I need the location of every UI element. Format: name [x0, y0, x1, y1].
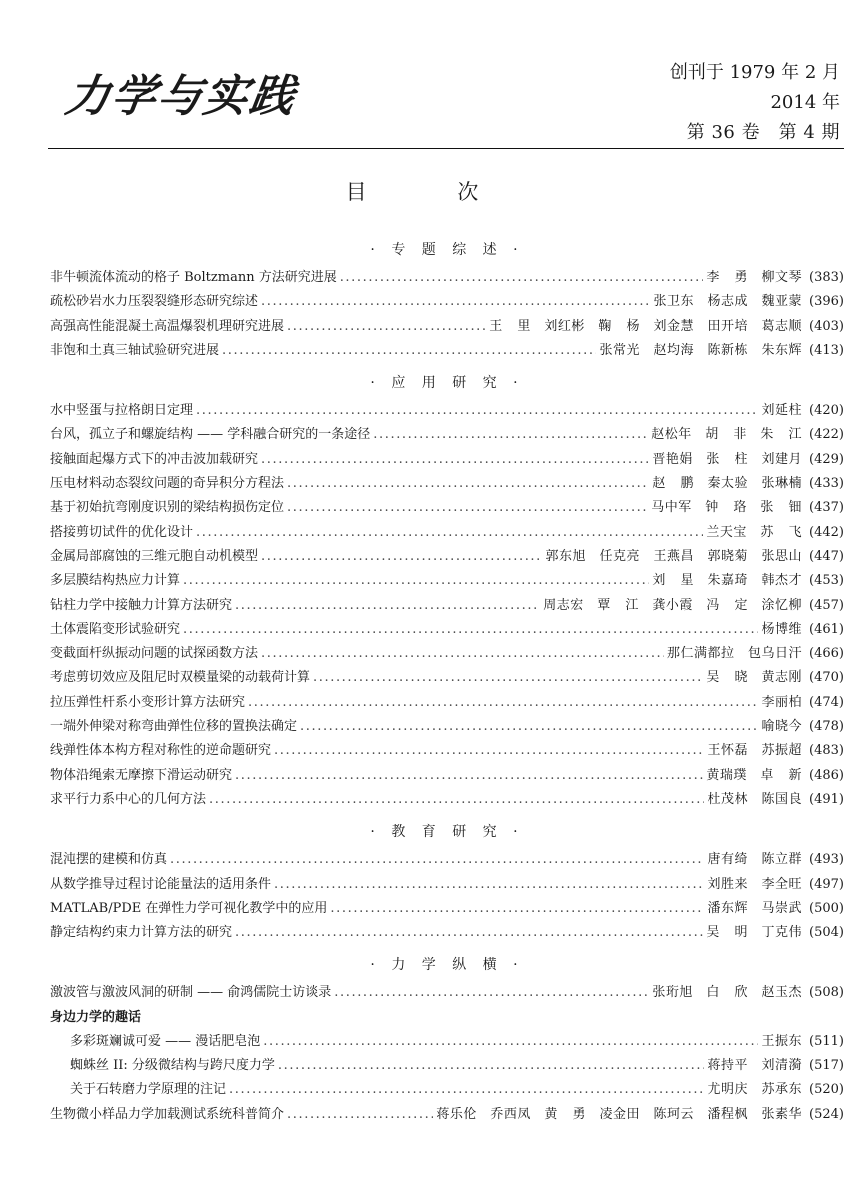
dot-leader [261, 448, 649, 472]
entry-authors: 张卫东 杨志成 魏亚蒙 [653, 294, 802, 310]
dot-leader [287, 472, 649, 496]
entry-page: (483) [809, 743, 844, 759]
section-heading: · 专 题 综 述 · [370, 242, 524, 258]
entry-page: (466) [809, 646, 844, 662]
dot-leader [261, 642, 664, 666]
dot-leader [300, 715, 758, 739]
entry-authors: 潘东辉 马崇武 [707, 900, 802, 916]
dot-leader [287, 1103, 433, 1127]
entry-title: 接触面起爆方式下的冲击波加载研究 [50, 451, 259, 467]
entry-title: 高强高性能混凝土高温爆裂机理研究进展 [50, 318, 285, 334]
toc-entry[interactable] [50, 423, 844, 447]
entry-title: 从数学推导过程讨论能量法的适用条件 [50, 876, 272, 892]
toc-entry[interactable] [50, 266, 844, 290]
entry-authors: 王振东 [761, 1033, 802, 1049]
toc-entry[interactable] [50, 472, 844, 496]
entry-authors: 郭东旭 任克亮 王燕昌 郭晓菊 张思山 [545, 548, 802, 564]
founded-date: 创刊于 1979 年 2 月 [669, 62, 840, 83]
entry-authors: 赵 鹏 秦太验 张琳楠 [652, 476, 802, 492]
entry-authors: 周志宏 覃 江 龚小霞 冯 定 涂忆柳 [543, 597, 802, 613]
entry-title: 钻柱力学中接触力计算方法研究 [50, 597, 233, 613]
entry-page: (447) [809, 548, 844, 564]
entry-page: (396) [809, 294, 844, 310]
entry-page: (422) [809, 427, 844, 443]
toc-entry[interactable] [50, 666, 844, 690]
dot-leader [209, 788, 704, 812]
dot-leader [261, 290, 650, 314]
toc-entry[interactable] [50, 496, 844, 520]
entry-page: (524) [809, 1106, 844, 1122]
entry-page: (491) [809, 791, 844, 807]
entry-title: 疏松砂岩水力压裂裂缝形态研究综述 [50, 294, 259, 310]
entry-title: 激波管与激波风洞的研制 —— 俞鸿儒院士访谈录 [50, 985, 332, 1001]
toc-entry[interactable] [50, 569, 844, 593]
entry-title: 搭接剪切试件的优化设计 [50, 524, 194, 540]
entry-authors: 喻晓今 [761, 719, 802, 735]
toc-entry[interactable] [50, 642, 844, 666]
toc-entry[interactable] [50, 1030, 844, 1054]
dot-leader [278, 1054, 705, 1078]
entry-title: 多彩斑斓诚可爱 —— 漫话肥皂泡 [70, 1033, 261, 1049]
entry-authors: 李 勇 柳文琴 [706, 270, 802, 285]
entry-page: (520) [809, 1082, 844, 1098]
publication-year: 2014 年 [770, 92, 840, 113]
entry-authors: 蒋持平 刘清漪 [707, 1058, 802, 1074]
entry-page: (470) [809, 670, 844, 686]
entry-authors: 刘胜来 李全旺 [707, 876, 802, 892]
dot-leader [274, 873, 704, 897]
entry-title: 求平行力系中心的几何方法 [50, 791, 207, 807]
dot-leader [196, 521, 703, 545]
toc-entry[interactable] [50, 594, 844, 618]
entry-authors: 李丽柏 [761, 694, 802, 710]
dot-leader [373, 423, 648, 447]
toc-entry[interactable] [50, 1078, 844, 1102]
entry-authors: 唐有绮 陈立群 [707, 852, 802, 868]
entry-authors: 晋艳娟 张 柱 刘建月 [652, 451, 802, 467]
entry-page: (403) [809, 318, 844, 334]
entry-authors: 蒋乐伦 乔西凤 黄 勇 凌金田 陈珂云 潘程枫 张素华 [436, 1106, 802, 1122]
toc-entry[interactable] [50, 315, 844, 339]
entry-authors: 杨博维 [761, 621, 802, 637]
entry-page: (442) [809, 524, 844, 540]
entry-page: (461) [809, 621, 844, 637]
toc-entry[interactable] [50, 399, 844, 423]
dot-leader [340, 266, 704, 290]
entry-authors: 杜茂林 陈国良 [707, 791, 802, 807]
entry-title: 土体震陷变形试验研究 [50, 621, 181, 637]
entry-page: (497) [809, 876, 844, 892]
entry-title: 多层膜结构热应力计算 [50, 573, 181, 589]
entry-authors: 那仁满都拉 包乌日汗 [666, 646, 802, 662]
entry-title: 蜘蛛丝 II: 分级微结构与跨尺度力学 [70, 1058, 275, 1074]
entry-page: (429) [809, 451, 844, 467]
entry-title: 非牛顿流体流动的格子 Boltzmann 方法研究进展 [50, 270, 337, 285]
entry-title: 生物微小样品力学加载测试系统科普简介 [50, 1106, 285, 1122]
entry-authors: 王 里 刘红彬 鞠 杨 刘金慧 田开培 葛志顺 [489, 318, 802, 334]
entry-title: 水中竖蛋与拉格朗日定理 [50, 403, 194, 419]
entry-title: 基于初始抗弯刚度识别的梁结构损伤定位 [50, 500, 285, 516]
entry-title: 变截面杆纵振动问题的试探函数方法 [50, 646, 259, 662]
toc-entry[interactable] [50, 921, 844, 945]
toc-entry[interactable] [50, 981, 844, 1005]
toc-entry[interactable] [50, 448, 844, 472]
entry-title: 金属局部腐蚀的三维元胞自动机模型 [50, 548, 259, 564]
entry-title: 拉压弹性杆系小变形计算方法研究 [50, 694, 246, 710]
entry-page: (517) [809, 1058, 844, 1074]
entry-authors: 赵松年 胡 非 朱 江 [651, 427, 802, 443]
issue-info [670, 58, 840, 148]
toc-entry[interactable] [50, 788, 844, 812]
toc-entry[interactable] [50, 290, 844, 314]
entry-page: (500) [809, 900, 844, 916]
dot-leader [261, 545, 542, 569]
section-heading: · 应 用 研 究 · [370, 375, 524, 392]
toc-entry[interactable] [50, 691, 844, 715]
dot-leader [313, 666, 703, 690]
entry-title: 物体沿绳索无摩擦下滑运动研究 [50, 767, 233, 783]
dot-leader [183, 569, 649, 593]
entry-page: (493) [809, 852, 844, 868]
entry-authors: 刘延柱 [761, 403, 802, 419]
entry-title: 一端外伸梁对称弯曲弹性位移的置换法确定 [50, 719, 298, 735]
entry-authors: 吴 明 丁克伟 [706, 925, 802, 941]
dot-leader [330, 897, 704, 921]
entry-title: 混沌摆的建模和仿真 [50, 852, 168, 868]
toc-entry[interactable] [50, 897, 844, 921]
dot-leader [170, 848, 704, 872]
header-rule [48, 148, 844, 149]
entry-title: 非饱和土真三轴试验研究进展 [50, 342, 220, 358]
entry-page: (453) [809, 573, 844, 589]
entry-authors: 刘 星 朱嘉琦 韩杰才 [652, 573, 802, 589]
dot-leader [263, 1030, 758, 1054]
entry-title: 台风，孤立子和螺旋结构 —— 学科融合研究的一条途径 [50, 427, 371, 443]
entry-page: (457) [809, 597, 844, 613]
entry-page: (474) [809, 694, 844, 710]
toc-entry[interactable] [50, 618, 844, 642]
dot-leader [183, 618, 758, 642]
entry-page: (478) [809, 719, 844, 735]
entry-page: (433) [809, 476, 844, 492]
toc-entry[interactable] [50, 545, 844, 569]
column-subheading: 身边力学的趣话 [50, 1009, 142, 1025]
dot-leader [235, 764, 703, 788]
entry-authors: 张常光 赵均海 陈新栋 朱东辉 [599, 342, 802, 358]
dot-leader [274, 739, 704, 763]
toc-entry[interactable] [50, 739, 844, 763]
section-heading: · 力 学 纵 横 · [370, 957, 524, 974]
entry-title: 线弹性体本构方程对称性的逆命题研究 [50, 743, 272, 759]
entry-authors: 尤明庆 苏承东 [707, 1082, 802, 1098]
toc-entry[interactable] [50, 873, 844, 897]
entry-authors: 兰天宝 苏 飞 [706, 524, 802, 540]
entry-page: (437) [809, 500, 844, 516]
entry-title: 压电材料动态裂纹问题的奇异积分方程法 [50, 476, 285, 492]
entry-page: (420) [809, 403, 844, 419]
journal-logo: 力学与实践 [62, 71, 300, 122]
dot-leader [222, 339, 596, 363]
toc-title: 目 次 [345, 180, 521, 204]
toc-entry[interactable] [50, 521, 844, 545]
dot-leader [287, 315, 486, 339]
dot-leader [287, 496, 648, 520]
entry-title: MATLAB/PDE 在弹性力学可视化教学中的应用 [50, 900, 328, 916]
entry-page: (383) [809, 270, 844, 285]
toc-entry[interactable] [50, 1103, 844, 1127]
table-of-contents [50, 230, 844, 1127]
dot-leader [235, 594, 540, 618]
entry-page: (508) [809, 985, 844, 1001]
dot-leader [248, 691, 758, 715]
entry-authors: 张珩旭 白 欣 赵玉杰 [652, 985, 802, 1001]
entry-authors: 马中军 钟 珞 张 钿 [651, 500, 802, 516]
toc-entry[interactable] [50, 848, 844, 872]
dot-leader [334, 981, 649, 1005]
entry-title: 静定结构约束力计算方法的研究 [50, 925, 233, 941]
entry-page: (486) [809, 767, 844, 783]
entry-title: 关于石转磨力学原理的注记 [70, 1082, 227, 1098]
toc-entry[interactable] [50, 1054, 844, 1078]
toc-entry[interactable] [50, 339, 844, 363]
dot-leader [235, 921, 703, 945]
toc-entry[interactable] [50, 715, 844, 739]
dot-leader [196, 399, 758, 423]
entry-title: 考虑剪切效应及阻尼时双模量梁的动载荷计算 [50, 670, 311, 686]
toc-entry[interactable] [50, 764, 844, 788]
entry-authors: 王怀磊 苏振超 [707, 743, 802, 759]
entry-page: (504) [809, 925, 844, 941]
volume-issue: 第 36 卷 第 4 期 [686, 122, 840, 143]
dot-leader [229, 1078, 704, 1102]
entry-authors: 吴 晓 黄志刚 [706, 670, 802, 686]
entry-authors: 黄瑞璞 卓 新 [706, 767, 802, 783]
section-heading: · 教 育 研 究 · [370, 824, 524, 841]
entry-page: (413) [809, 342, 844, 358]
entry-page: (511) [809, 1033, 844, 1049]
